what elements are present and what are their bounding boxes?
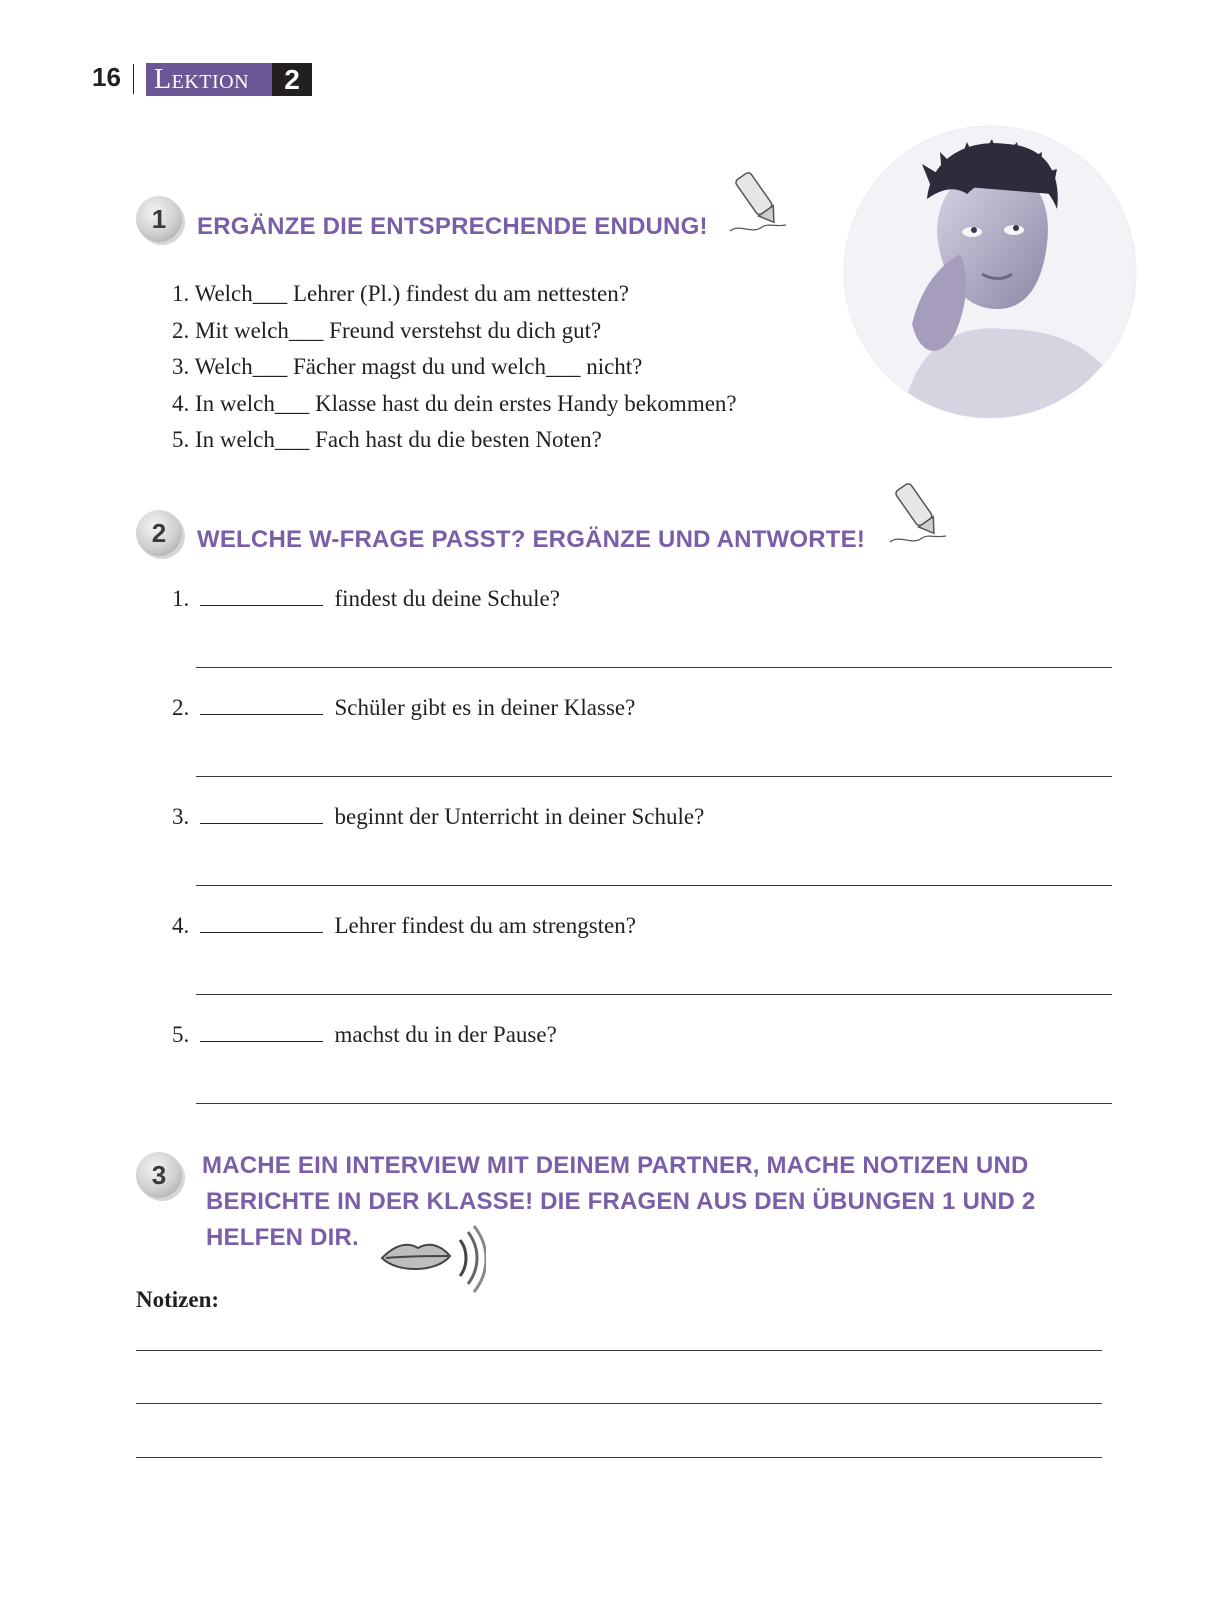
notes-line[interactable] [136,1350,1102,1351]
speaking-mouth-icon [378,1222,486,1294]
notes-line[interactable] [136,1457,1102,1458]
exercise-3-title [202,1148,1035,1256]
exercise-3-title-line: MACHE EIN INTERVIEW MIT DEINEM PARTNER, MACHE NOTIZEN UND [202,1152,1029,1179]
answer-line[interactable] [196,885,1112,886]
list-item: 2. Mit welch___ Freund verstehst du dich gut? [172,317,602,343]
list-item: 4. In welch___ Klasse hast du dein erstes Handy bekommen? [172,390,737,416]
question-number: 4. [172,913,190,938]
list-item: 1. Welch___ Lehrer (Pl.) findest du am nettesten? [172,281,629,306]
answer-blank[interactable] [200,696,323,715]
answer-blank[interactable] [200,1023,323,1042]
list-item: 5. In welch___ Fach hast du die besten Noten? [172,427,602,452]
lesson-number: 2 [272,63,312,96]
answer-blank[interactable] [200,805,323,824]
exercise-1-badge: 1 [136,196,182,242]
answer-line[interactable] [196,776,1112,777]
question-text: machst du in der Pause? [334,1022,557,1047]
answer-line[interactable] [196,994,1112,995]
exercise-3-title-line: BERICHTE IN DER KLASSE! DIE FRAGEN AUS DEN ÜBUNGEN 1 UND 2 [206,1188,1036,1215]
exercise-3-badge: 3 [136,1152,182,1198]
question-text: Schüler gibt es in deiner Klasse? [334,695,636,720]
list-item: 3. Welch___ Fächer magst du und welch___ nicht? [172,354,643,379]
answer-line[interactable] [196,667,1112,668]
question-number: 5. [172,1022,190,1047]
exercise-2-title: WELCHE W-FRAGE PASST? ERGÄNZE UND ANTWORTE! [197,526,866,553]
page-number: 16 [92,62,121,92]
notes-label: Notizen: [136,1287,220,1312]
exercise-2-badge: 2 [136,510,182,556]
pencil-icon [728,165,790,237]
question-row [172,586,560,612]
exercise-3-title-line: HELFEN DIR. [206,1224,359,1251]
answer-blank[interactable] [200,587,323,606]
exercise-1-list [172,276,737,459]
question-row [172,695,635,721]
notes-line[interactable] [136,1403,1102,1404]
header-divider [133,64,134,94]
question-number: 1. [172,586,190,611]
answer-blank[interactable] [200,914,323,933]
question-row [172,913,636,939]
question-number: 3. [172,804,190,829]
question-text: findest du deine Schule? [334,586,560,611]
question-text: beginnt der Unterricht in deiner Schule? [334,804,705,829]
thinking-boy-photo [842,124,1138,420]
answer-line[interactable] [196,1103,1112,1104]
question-number: 2. [172,695,190,720]
question-text: Lehrer findest du am strengsten? [334,913,636,938]
question-row [172,804,704,830]
question-row [172,1022,557,1048]
exercise-1-title: ERGÄNZE DIE ENTSPRECHENDE ENDUNG! [197,213,708,240]
pencil-icon [888,476,950,548]
lesson-label: Lektion [146,63,272,96]
